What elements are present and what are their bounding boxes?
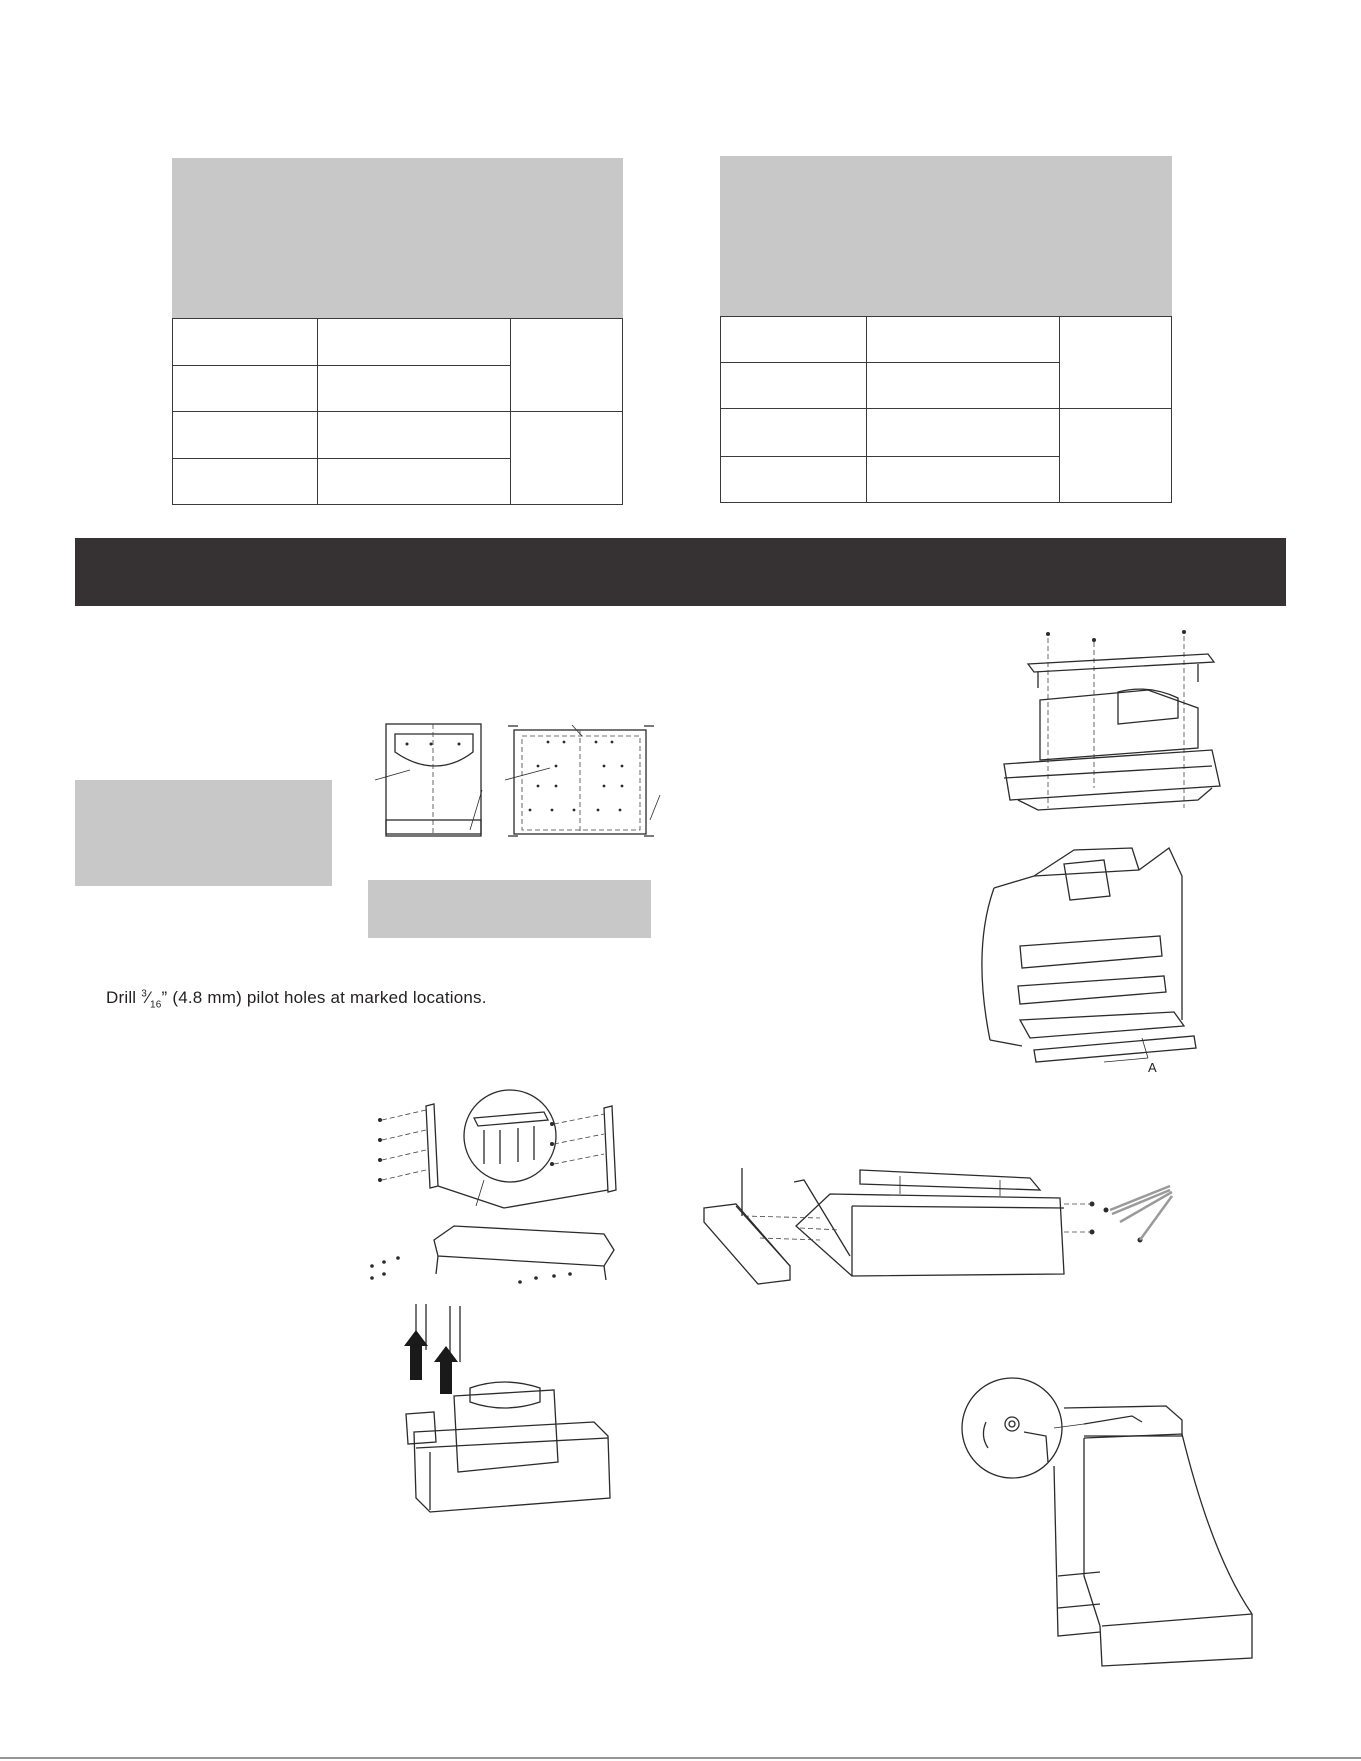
- table-cell: [867, 409, 1060, 456]
- drill-instruction: Drill $^3⁄_{16}$” (4.8 mm) pilot holes at marked locations.: [106, 988, 487, 1011]
- note-box-left: [75, 780, 332, 886]
- spec-table-left: [172, 158, 623, 506]
- table-cell: [173, 412, 318, 459]
- table-cell: [318, 319, 511, 366]
- section-banner: [75, 538, 1286, 606]
- table-cell: [318, 412, 511, 459]
- table-cell: [511, 412, 623, 505]
- table-cell: [721, 363, 867, 409]
- table-cell: [867, 317, 1060, 363]
- table-cell: [1060, 409, 1172, 503]
- table-cell: [318, 366, 511, 412]
- spec-table-right: [720, 156, 1172, 504]
- table-header-right: [720, 156, 1172, 316]
- table-cell: [721, 317, 867, 363]
- table-cell: [173, 319, 318, 366]
- hood-insert-diagram: [998, 628, 1220, 818]
- table-cell: [173, 366, 318, 412]
- table-header-left: [172, 158, 623, 318]
- note-box-template: [368, 880, 651, 938]
- hood-shell-diagram: [964, 840, 1194, 1080]
- table-cell: [867, 363, 1060, 409]
- footer-rule: [0, 1756, 1361, 1760]
- final-hood-assembly-diagram: [954, 1376, 1254, 1666]
- table-cell: [173, 459, 318, 505]
- table-cell: [511, 319, 623, 412]
- ventilator-lift-diagram: [394, 1302, 614, 1512]
- table-cell: [721, 409, 867, 456]
- part-label-a: A: [1148, 1060, 1157, 1075]
- table-grid-left: [172, 318, 623, 505]
- chimney-rails-diagram: [700, 1166, 1180, 1286]
- side-panel-assembly-diagram: [364, 1090, 634, 1300]
- table-grid-right: [720, 316, 1172, 503]
- template-leader-lines-1: [370, 760, 490, 840]
- table-cell: [721, 456, 867, 502]
- table-cell: [867, 456, 1060, 502]
- table-cell: [318, 459, 511, 505]
- table-cell: [1060, 317, 1172, 409]
- template-leader-lines-2: [500, 720, 670, 830]
